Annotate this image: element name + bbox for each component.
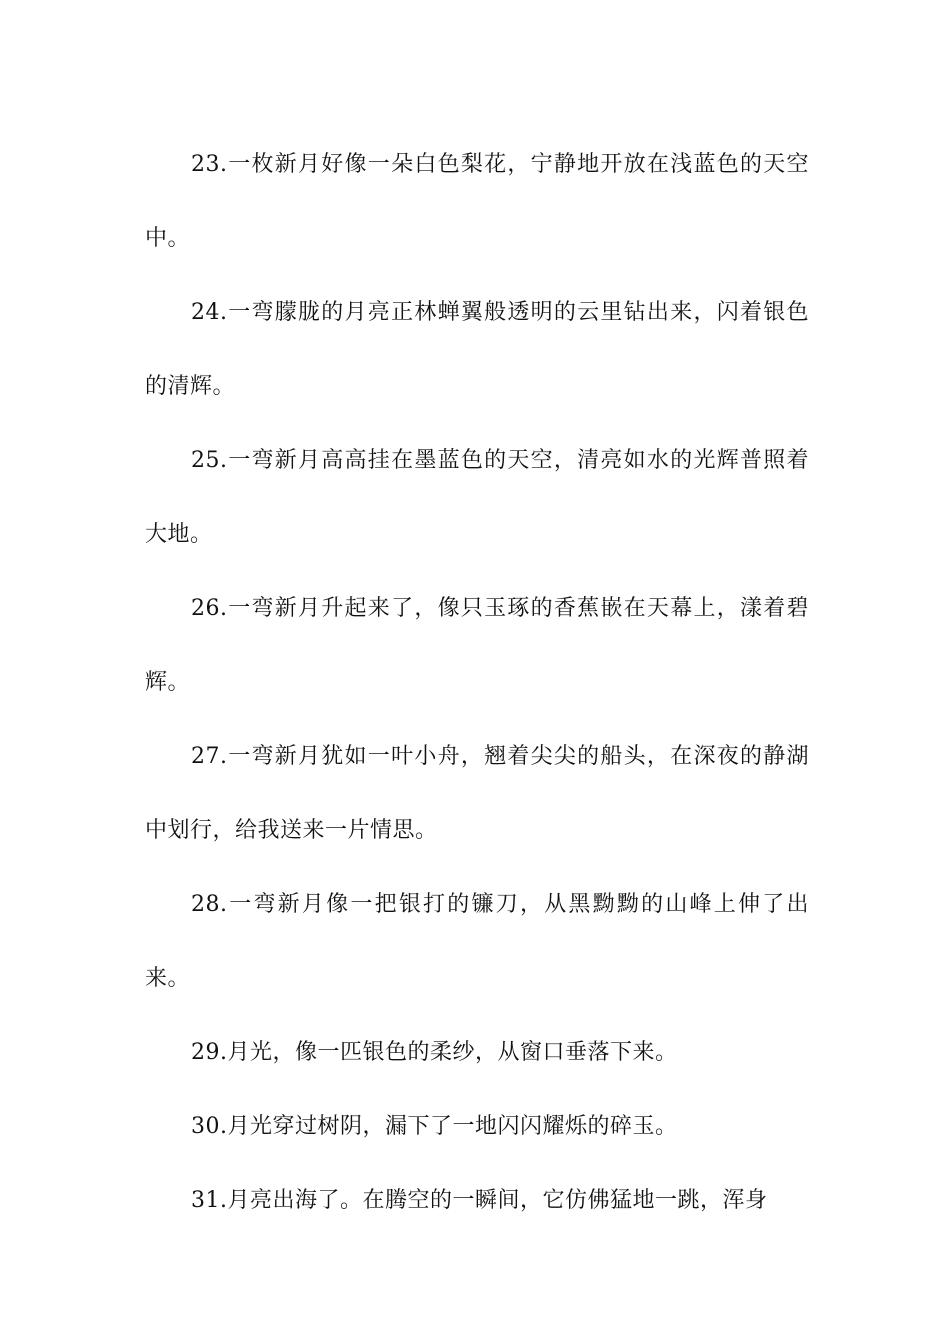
paragraph-23: 23.一枚新月好像一朵白色梨花，宁静地开放在浅蓝色的天空中。 (145, 152, 809, 251)
paragraph-26: 26.一弯新月升起来了，像只玉琢的香蕉嵌在天幕上，漾着碧辉。 (145, 596, 809, 695)
document-body (145, 128, 809, 1238)
paragraph-27: 27.一弯新月犹如一叶小舟，翘着尖尖的船头，在深夜的静湖中划行，给我送来一片情思。 (145, 744, 809, 843)
paragraph-25: 25.一弯新月高高挂在墨蓝色的天空，清亮如水的光辉普照着大地。 (145, 448, 809, 547)
paragraph-31: 31.月亮出海了。在腾空的一瞬间，它仿佛猛地一跳，浑身 (191, 1188, 768, 1213)
paragraph-30: 30.月光穿过树阴，漏下了一地闪闪耀烁的碎玉。 (191, 1114, 678, 1139)
paragraph-29: 29.月光，像一匹银色的柔纱，从窗口垂落下来。 (191, 1040, 678, 1065)
paragraph-24: 24.一弯朦胧的月亮正林蝉翼般透明的云里钻出来，闪着银色的清辉。 (145, 300, 809, 399)
paragraph-28: 28.一弯新月像一把银打的镰刀，从黑黝黝的山峰上伸了出来。 (145, 892, 809, 991)
